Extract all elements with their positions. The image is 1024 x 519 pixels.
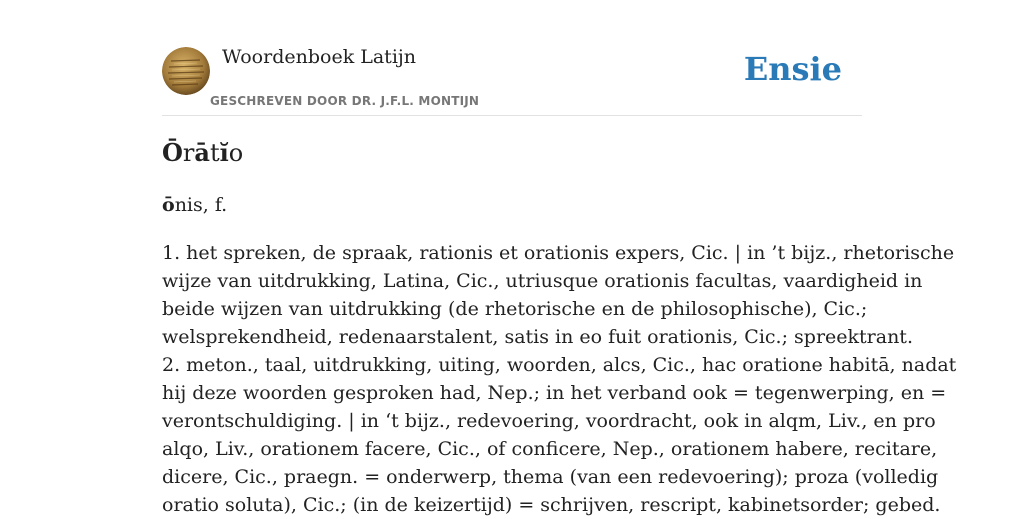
entry-body — [162, 239, 957, 519]
body-line: verontschuldiging. | in ‘t bijz., redevoering, voordracht, ook in alqm, Liv., en pro — [162, 410, 936, 432]
headword-part: Ō — [162, 138, 183, 167]
body-line: alqo, Liv., orationem facere, Cic., of conficere, Nep., orationem habere, recitare, — [162, 438, 938, 460]
body-line: oratio soluta), Cic.; (in de keizertijd) = schrijven, rescript, kabinetsorder; gebed. — [162, 494, 941, 516]
coin-inscription-icon — [162, 47, 210, 95]
divider — [162, 115, 862, 116]
grammar-prefix: ō — [162, 194, 175, 216]
headword-part: o — [228, 139, 244, 167]
body-line: 1. het spreken, de spraak, rationis et orationis expers, Cic. | in ’t bijz., rhetorische — [162, 242, 955, 264]
body-line: welsprekendheid, redenaarstalent, satis in eo fuit orationis, Cic.; spreektrant. — [162, 326, 913, 348]
headword-part: t — [209, 139, 220, 167]
book-title[interactable]: Woordenboek Latijn — [222, 46, 417, 68]
brand-logo[interactable]: Ensie — [743, 50, 842, 88]
body-line: hij deze woorden gesproken had, Nep.; in het verband ook = tegenwerping, en = — [162, 382, 947, 404]
grammar-info — [162, 194, 227, 216]
body-line: dicere, Cic., praegn. = onderwerp, thema (van een redevoering); proza (volledig — [162, 466, 939, 488]
body-line: wijze van uitdrukking, Latina, Cic., utriusque orationis facultas, vaardigheid in — [162, 270, 923, 292]
avatar[interactable] — [162, 47, 210, 95]
headword-part: ĭ — [219, 138, 229, 167]
author-byline[interactable]: GESCHREVEN DOOR DR. J.F.L. MONTIJN — [210, 94, 480, 108]
headword-part: r — [182, 139, 195, 167]
grammar-rest: nis, f. — [174, 194, 228, 216]
body-line: beide wijzen van uitdrukking (de rhetorische en de philosophische), Cic.; — [162, 298, 868, 320]
headword-part: ā — [194, 138, 210, 167]
body-line: 2. meton., taal, uitdrukking, uiting, woorden, alcs, Cic., hac oratione habitā, nadat — [162, 354, 957, 376]
header — [162, 44, 862, 116]
headword — [162, 138, 243, 167]
